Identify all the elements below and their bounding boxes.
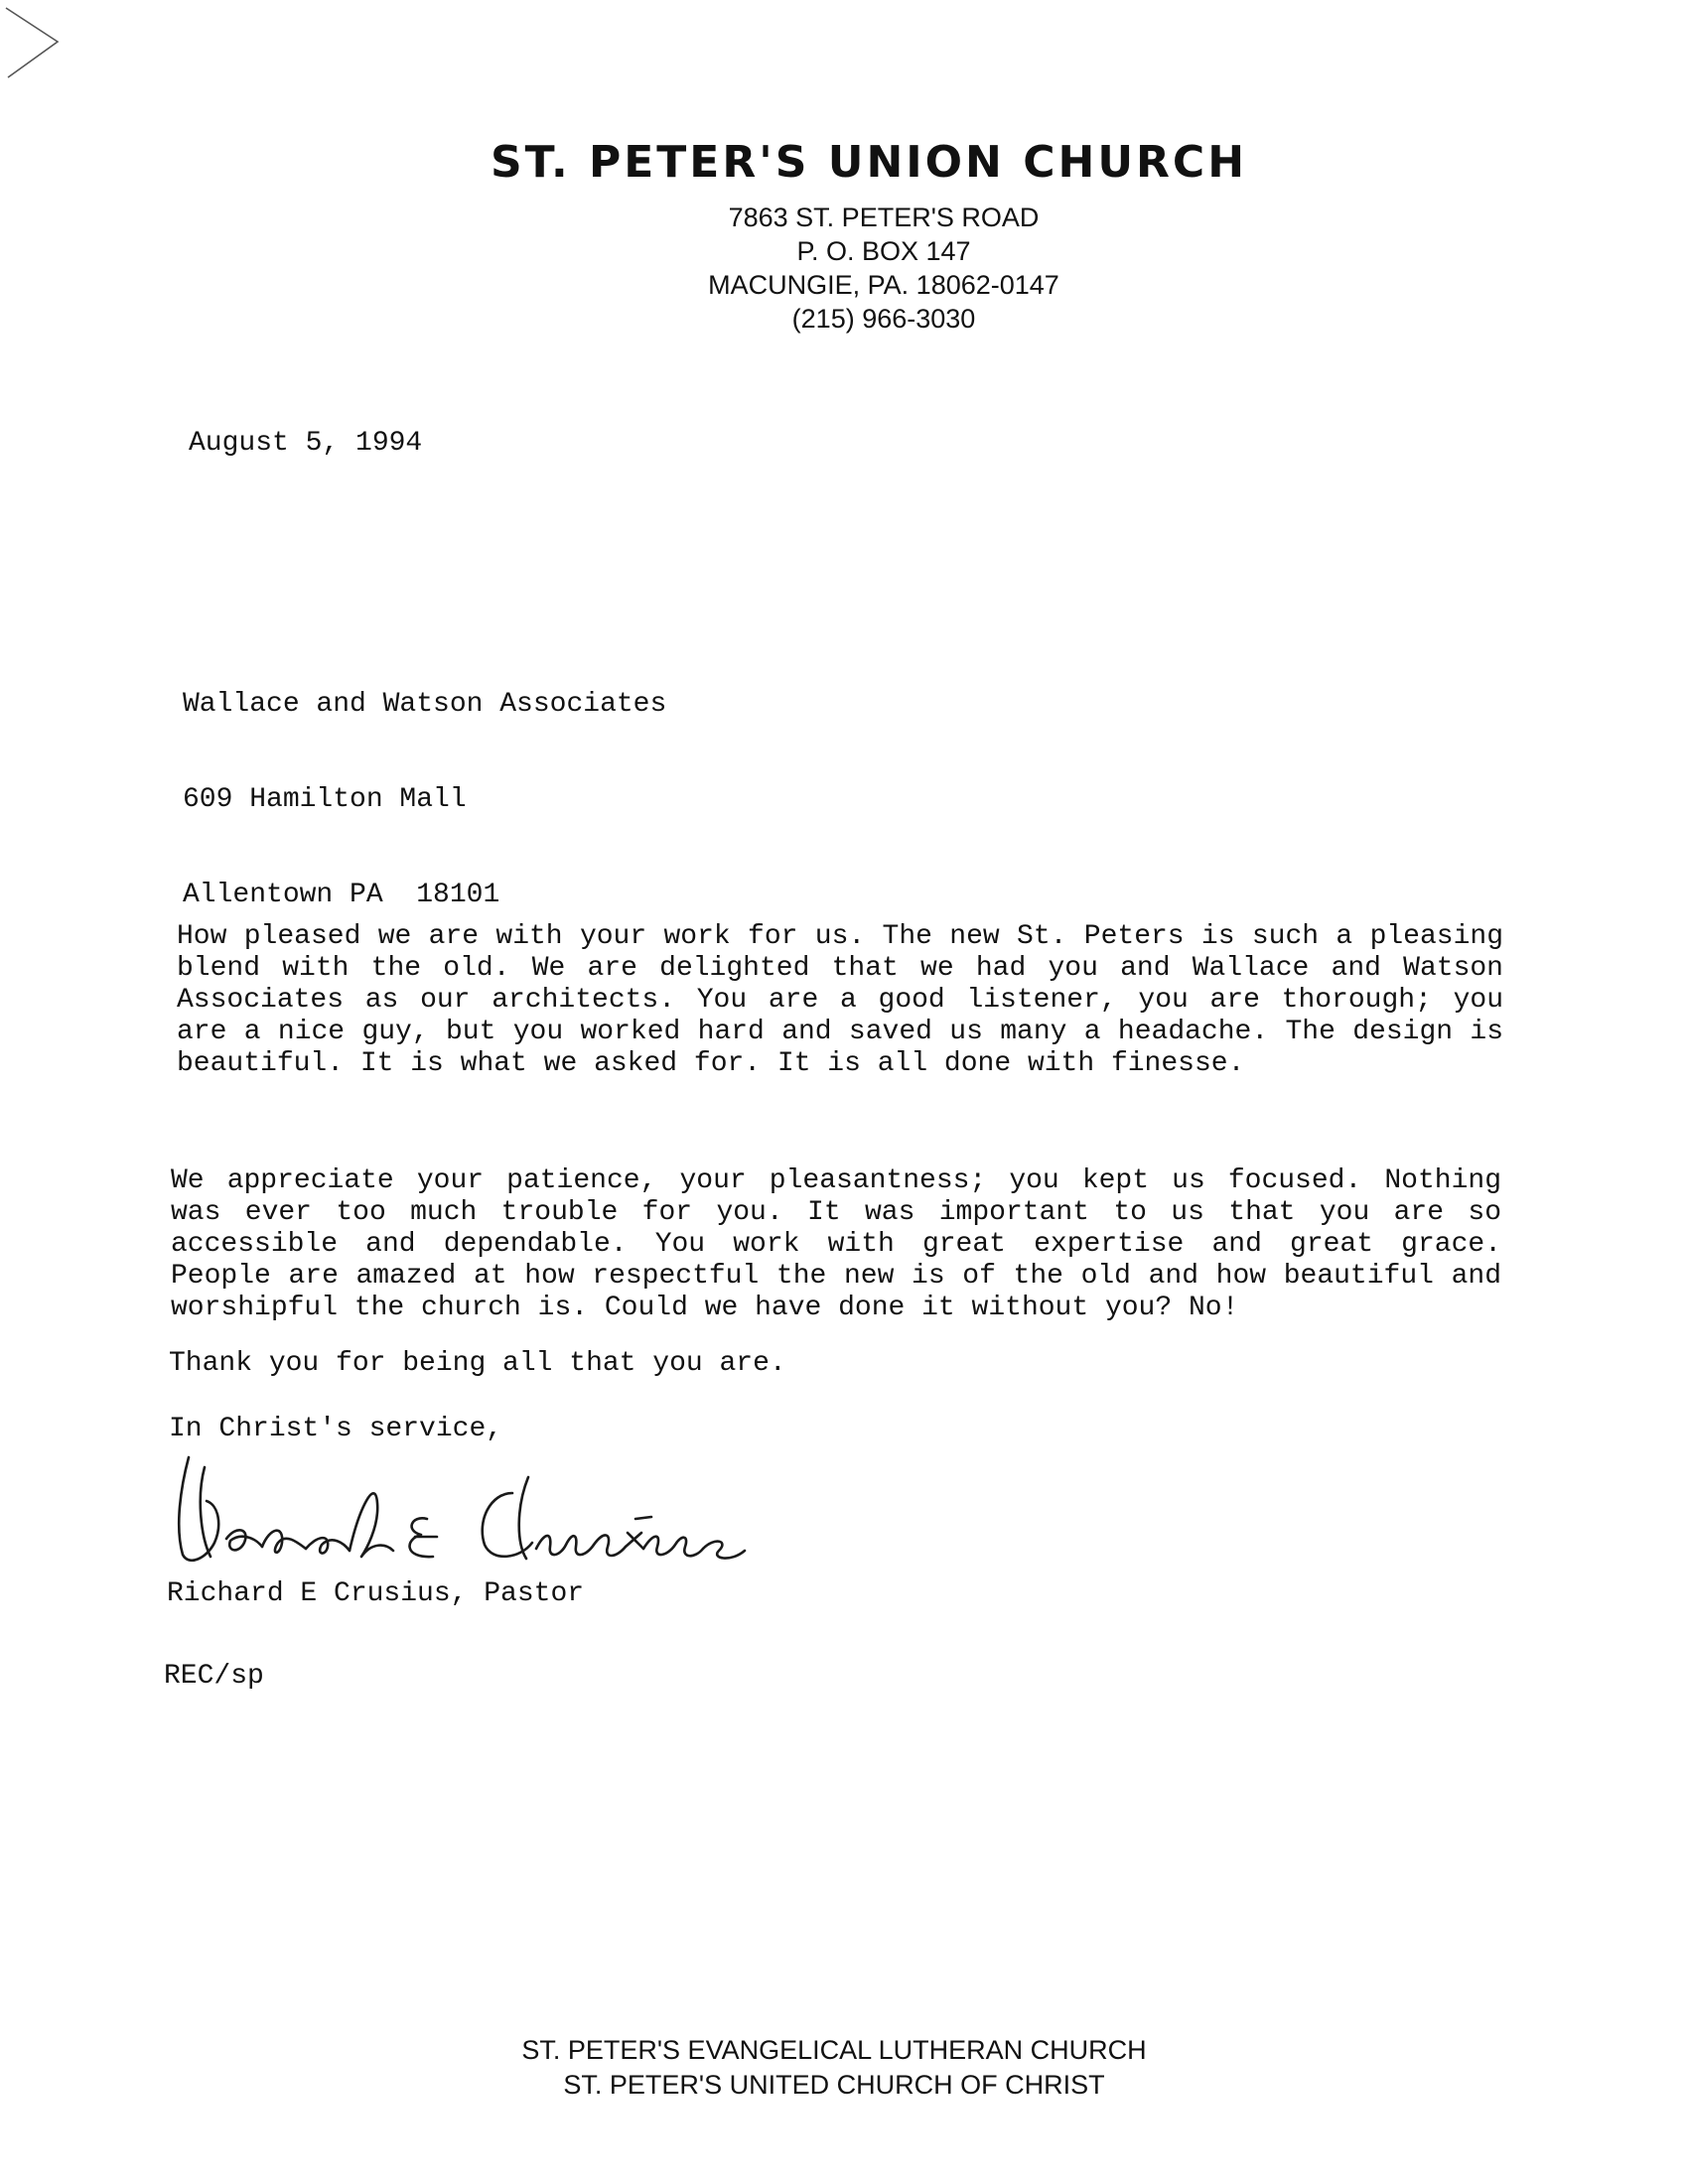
corner-pen-mark bbox=[0, 0, 79, 89]
letterhead-phone: (215) 966-3030 bbox=[791, 304, 976, 334]
body-paragraph-2: We appreciate your patience, your pleasantness; you kept us focused. Nothing was ever too much trouble for you. It was important to us that you are so accessible and dependable. You work with great expertise and great grace. People are amazed at how respectful the new is of the old and how beautiful and worshipful the church is. Could we have done it without you? No! bbox=[171, 1165, 1501, 1323]
letterhead-street: 7863 ST. PETER'S ROAD bbox=[728, 203, 1040, 232]
footer-line-2: ST. PETER'S UNITED CHURCH OF CHRIST bbox=[563, 2070, 1105, 2100]
letter-footer bbox=[437, 2033, 1231, 2103]
letterhead-po-box: P. O. BOX 147 bbox=[796, 236, 971, 266]
letterhead-title: ST. PETER'S UNION CHURCH bbox=[490, 137, 1248, 188]
recipient-street: 609 Hamilton Mall bbox=[183, 784, 467, 815]
typist-initials: REC/sp bbox=[164, 1661, 264, 1692]
signer-name: Richard E Crusius, Pastor bbox=[167, 1578, 585, 1609]
letterhead-city: MACUNGIE, PA. 18062-0147 bbox=[708, 270, 1059, 300]
salutation: In Christ's service, bbox=[169, 1414, 503, 1444]
footer-line-1: ST. PETER'S EVANGELICAL LUTHERAN CHURCH bbox=[521, 2035, 1147, 2065]
letter-date: August 5, 1994 bbox=[189, 428, 423, 459]
closing-line: Thank you for being all that you are. bbox=[169, 1348, 786, 1379]
body-paragraph-1: How pleased we are with your work for us. The new St. Peters is such a pleasing blend with the old. We are delighted that we had you and Wallace and Watson Associates as our architects. You are a good listener, you are thorough; you are a nice guy, but you worked hard and saved us many a headache. The design is beautiful. It is what we asked for. It is all done with finesse. bbox=[177, 921, 1503, 1079]
recipient-name: Wallace and Watson Associates bbox=[183, 689, 667, 720]
handwritten-signature bbox=[167, 1447, 782, 1576]
letterhead-address bbox=[596, 201, 1172, 336]
recipient-city: Allentown PA 18101 bbox=[183, 880, 500, 910]
